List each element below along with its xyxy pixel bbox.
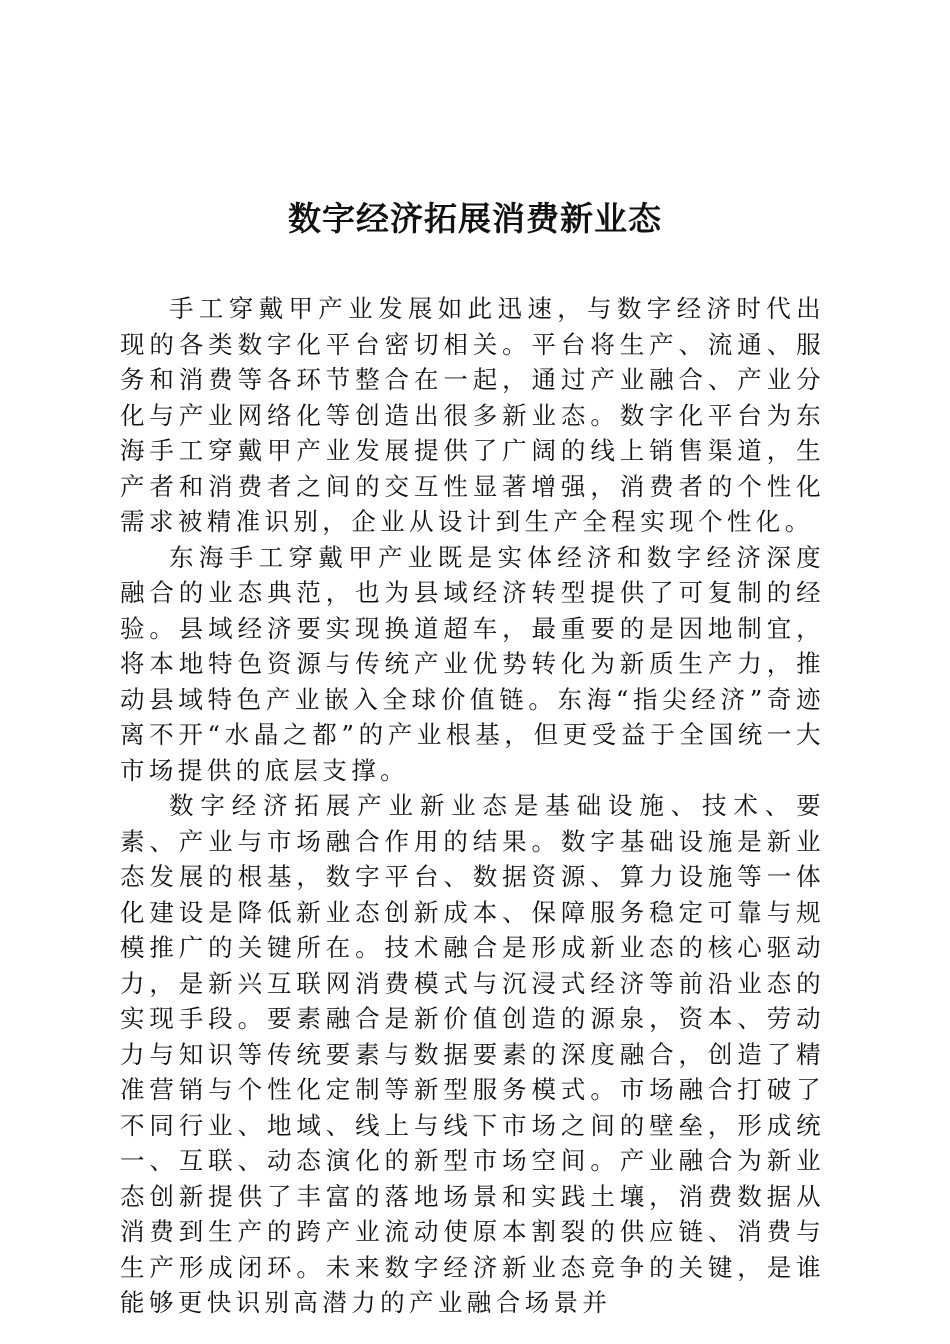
document-body: [120, 291, 825, 1321]
paragraph-1: 手工穿戴甲产业发展如此迅速，与数字经济时代出现的各类数字化平台密切相关。平台将生产、流通、服务和消费等各环节整合在一起，通过产业融合、产业分化与产业网络化等创造出很多新业态。数字化平台为东海手工穿戴甲产业发展提供了广阔的线上销售渠道，生产者和消费者之间的交互性显著增强，消费者的个性化需求被精准识别，企业从设计到生产全程实现个性化。: [120, 294, 825, 536]
paragraph-3: 数字经济拓展产业新业态是基础设施、技术、要素、产业与市场融合作用的结果。数字基础设施是新业态发展的根基，数字平台、数据资源、算力设施等一体化建设是降低新业态创新成本、保障服务稳定可靠与规模推广的关键所在。技术融合是形成新业态的核心驱动力，是新兴互联网消费模式与沉浸式经济等前沿业态的实现手段。要素融合是新价值创造的源泉，资本、劳动力与知识等传统要素与数据要素的深度融合，创造了精准营销与个性化定制等新型服务模式。市场融合打破了不同行业、地域、线上与线下市场之间的壁垒，形成统一、互联、动态演化的新型市场空间。产业融合为新业态创新提供了丰富的落地场景和实践土壤，消费数据从消费到生产的跨产业流动使原本割裂的供应链、消费与生产形成闭环。未来数字经济新业态竞争的关键，是谁能够更快识别高潜力的产业融合场景并: [120, 791, 825, 1317]
document-title: 数字经济拓展消费新业态: [288, 199, 662, 238]
paragraph-2: 东海手工穿戴甲产业既是实体经济和数字经济深度融合的业态典范，也为县域经济转型提供了可复制的经验。县域经济要实现换道超车，最重要的是因地制宜，将本地特色资源与传统产业优势转化为新质生产力，推动县域特色产业嵌入全球价值链。东海“指尖经济”奇迹离不开“水晶之都”的产业根基，但更受益于全国统一大市场提供的底层支撑。: [120, 542, 825, 785]
